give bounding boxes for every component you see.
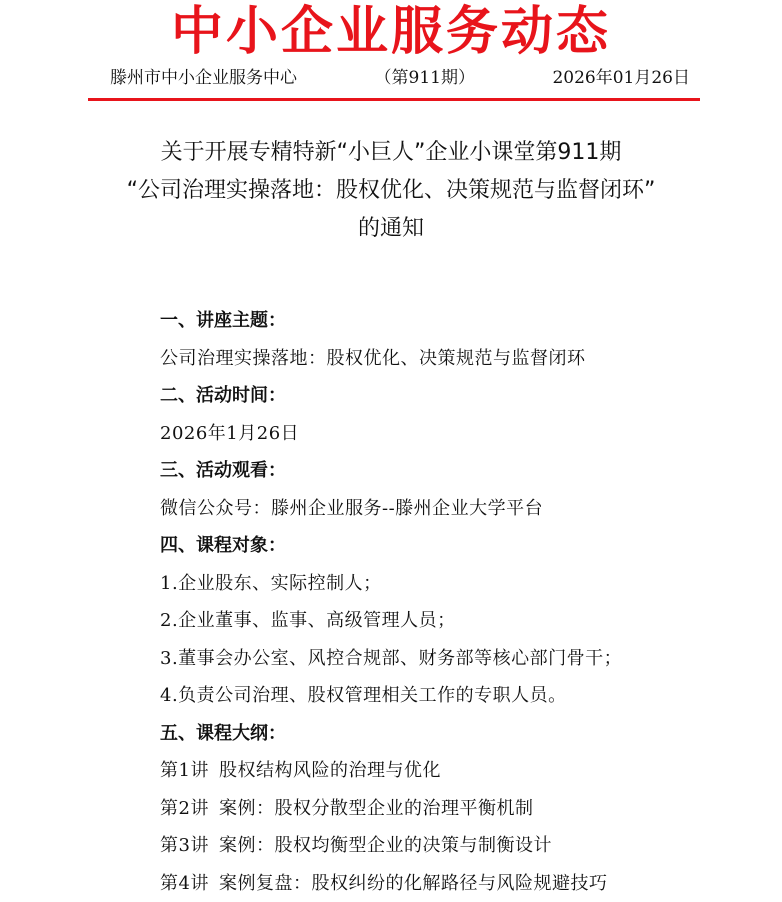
- section-heading-audience: 四、课程对象：: [160, 527, 760, 565]
- notice-title-line-1: 关于开展专精特新“小巨人”企业小课堂第911期: [0, 134, 782, 172]
- lecture-2-number: 第2讲: [160, 798, 209, 819]
- watch-text: 微信公众号：滕州企业服务--滕州企业大学平台: [160, 490, 760, 528]
- lecture-1-number: 第1讲: [160, 760, 209, 781]
- lecture-2: [160, 790, 760, 828]
- lecture-1: [160, 752, 760, 790]
- section-heading-watch: 三、活动观看：: [160, 452, 760, 490]
- audience-item-1: 1.企业股东、实际控制人；: [160, 565, 760, 603]
- section-heading-outline: 五、课程大纲：: [160, 715, 760, 753]
- masthead-title: 中小企业服务动态: [0, 2, 782, 62]
- red-divider: [88, 98, 700, 101]
- organization-name: 滕州市中小企业服务中心: [110, 66, 297, 90]
- issue-number: （第911期）: [375, 66, 475, 90]
- issue-line: [110, 66, 690, 90]
- time-text: 2026年1月26日: [160, 415, 760, 453]
- audience-item-4: 4.负责公司治理、股权管理相关工作的专职人员。: [160, 677, 760, 715]
- lecture-3-text: 案例：股权均衡型企业的决策与制衡设计: [219, 835, 552, 856]
- notice-title-line-2: “公司治理实操落地：股权优化、决策规范与监督闭环”: [0, 172, 782, 210]
- lecture-3-number: 第3讲: [160, 835, 209, 856]
- lecture-4-number: 第4讲: [160, 873, 209, 894]
- section-heading-topic: 一、讲座主题：: [160, 302, 760, 340]
- lecture-2-text: 案例：股权分散型企业的治理平衡机制: [219, 798, 534, 819]
- notice-title: [0, 134, 782, 248]
- section-heading-time: 二、活动时间：: [160, 377, 760, 415]
- audience-item-3: 3.董事会办公室、风控合规部、财务部等核心部门骨干；: [160, 640, 760, 678]
- issue-date: 2026年01月26日: [552, 66, 690, 90]
- notice-title-line-3: 的通知: [0, 210, 782, 248]
- notice-body: [160, 302, 760, 902]
- lecture-4-text: 案例复盘：股权纠纷的化解路径与风险规避技巧: [219, 873, 608, 894]
- audience-item-2: 2.企业董事、监事、高级管理人员；: [160, 602, 760, 640]
- topic-text: 公司治理实操落地：股权优化、决策规范与监督闭环: [160, 340, 760, 378]
- lecture-1-text: 股权结构风险的治理与优化: [219, 760, 441, 781]
- lecture-4: [160, 865, 760, 902]
- lecture-3: [160, 827, 760, 865]
